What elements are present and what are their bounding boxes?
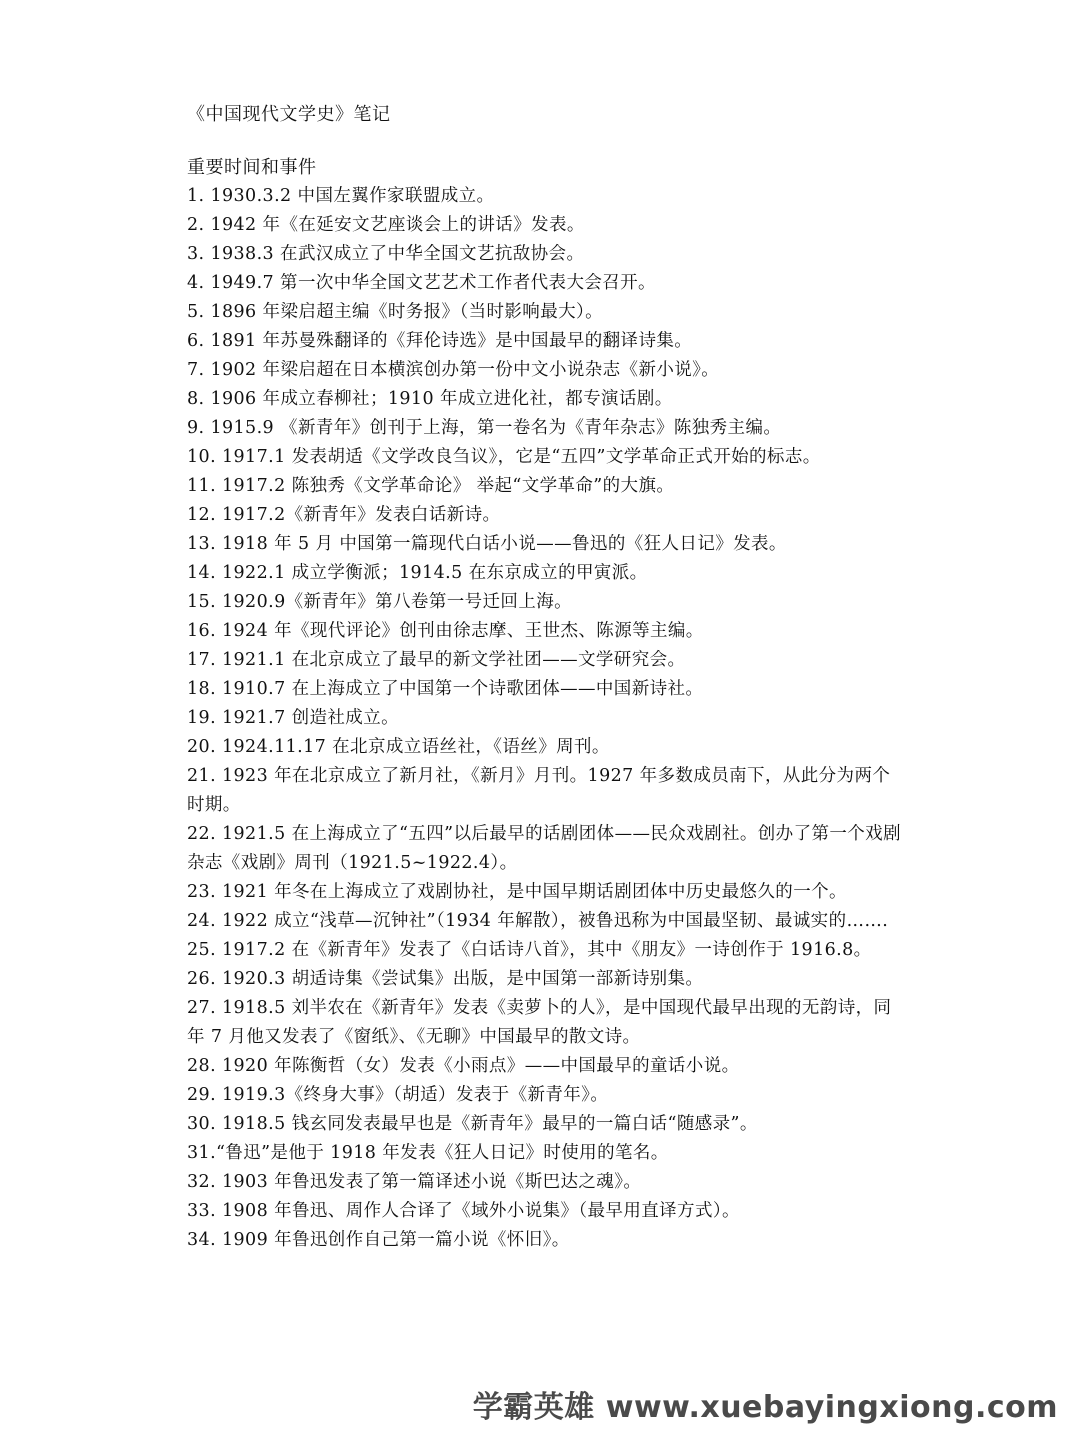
section-title: 重要时间和事件 — [187, 157, 317, 178]
event-item: 16. 1924 年《现代评论》创刊由徐志摩、王世杰、陈源等主编。 — [187, 621, 704, 641]
event-item: 11. 1917.2 陈独秀《文学革命论》 举起“文学革命”的大旗。 — [187, 476, 675, 496]
event-item: 26. 1920.3 胡适诗集《尝试集》出版，是中国第一部新诗别集。 — [187, 969, 704, 989]
event-item: 27. 1918.5 刘半农在《新青年》发表《卖萝卜的人》，是中国现代最早出现的无韵诗，同年 7 月他又发表了《窗纸》、《无聊》中国最早的散文诗。 — [187, 998, 892, 1047]
event-list — [187, 182, 907, 1255]
event-item: 15. 1920.9《新青年》第八卷第一号迁回上海。 — [187, 592, 573, 612]
event-item: 2. 1942 年《在延安文艺座谈会上的讲话》发表。 — [187, 215, 585, 235]
event-item: 21. 1923 年在北京成立了新月社，《新月》月刊。1927 年多数成员南下，从此分为两个时期。 — [187, 766, 891, 815]
event-item: 34. 1909 年鲁迅创作自己第一篇小说《怀旧》。 — [187, 1230, 570, 1250]
event-item: 23. 1921 年冬在上海成立了戏剧协社，是中国早期话剧团体中历史最悠久的一个。 — [187, 882, 847, 902]
event-item: 13. 1918 年 5 月 中国第一篇现代白话小说——鲁迅的《狂人日记》发表。 — [187, 534, 787, 554]
event-item: 4. 1949.7 第一次中华全国文艺艺术工作者代表大会召开。 — [187, 273, 656, 293]
event-item: 3. 1938.3 在武汉成立了中华全国文艺抗敌协会。 — [187, 244, 585, 264]
event-item: 28. 1920 年陈衡哲（女）发表《小雨点》——中国最早的童话小说。 — [187, 1056, 740, 1076]
event-item: 25. 1917.2 在《新青年》发表了《白话诗八首》，其中《朋友》一诗创作于 1916.8。 — [187, 940, 872, 960]
event-item: 8. 1906 年成立春柳社；1910 年成立进化社，都专演话剧。 — [187, 389, 673, 409]
event-item: 33. 1908 年鲁迅、周作人合译了《域外小说集》（最早用直译方式）。 — [187, 1201, 740, 1221]
event-item: 7. 1902 年梁启超在日本横滨创办第一份中文小说杂志《新小说》。 — [187, 360, 720, 380]
event-item: 29. 1919.3《终身大事》（胡适）发表于《新青年》。 — [187, 1085, 609, 1105]
event-item: 31.“鲁迅”是他于 1918 年发表《狂人日记》时使用的笔名。 — [187, 1143, 669, 1163]
event-item: 5. 1896 年梁启超主编《时务报》（当时影响最大）。 — [187, 302, 604, 322]
event-item: 1. 1930.3.2 中国左翼作家联盟成立。 — [187, 186, 495, 206]
event-item: 20. 1924.11.17 在北京成立语丝社，《语丝》周刊。 — [187, 737, 610, 757]
event-item: 30. 1918.5 钱玄同发表最早也是《新青年》最早的一篇白话“随感录”。 — [187, 1114, 758, 1134]
event-item: 9. 1915.9 《新青年》创刊于上海，第一卷名为《青年杂志》陈独秀主编。 — [187, 418, 782, 438]
event-item: 18. 1910.7 在上海成立了中国第一个诗歌团体——中国新诗社。 — [187, 679, 704, 699]
site-watermark: 学霸英雄 www.xuebayingxiong.com — [472, 1390, 1058, 1425]
document-title: 《中国现代文学史》笔记 — [187, 104, 391, 125]
event-item: 14. 1922.1 成立学衡派；1914.5 在东京成立的甲寅派。 — [187, 563, 648, 583]
event-item: 22. 1921.5 在上海成立了“五四”以后最早的话剧团体——民众戏剧社。创办了第一个戏剧杂志《戏剧》周刊（1921.5~1922.4）。 — [187, 824, 901, 873]
event-item: 12. 1917.2《新青年》发表白话新诗。 — [187, 505, 501, 525]
document-page — [187, 98, 907, 1255]
event-item: 6. 1891 年苏曼殊翻译的《拜伦诗选》是中国最早的翻译诗集。 — [187, 331, 693, 351]
event-item: 17. 1921.1 在北京成立了最早的新文学社团——文学研究会。 — [187, 650, 686, 670]
event-item: 10. 1917.1 发表胡适《文学改良刍议》，它是“五四”文学革命正式开始的标志。 — [187, 447, 821, 467]
event-item: 19. 1921.7 创造社成立。 — [187, 708, 399, 728]
event-item: 24. 1922 成立“浅草—沉钟社”（1934 年解散），被鲁迅称为中国最坚韧、最诚实的……. — [187, 911, 889, 931]
event-item: 32. 1903 年鲁迅发表了第一篇译述小说《斯巴达之魂》。 — [187, 1172, 642, 1192]
